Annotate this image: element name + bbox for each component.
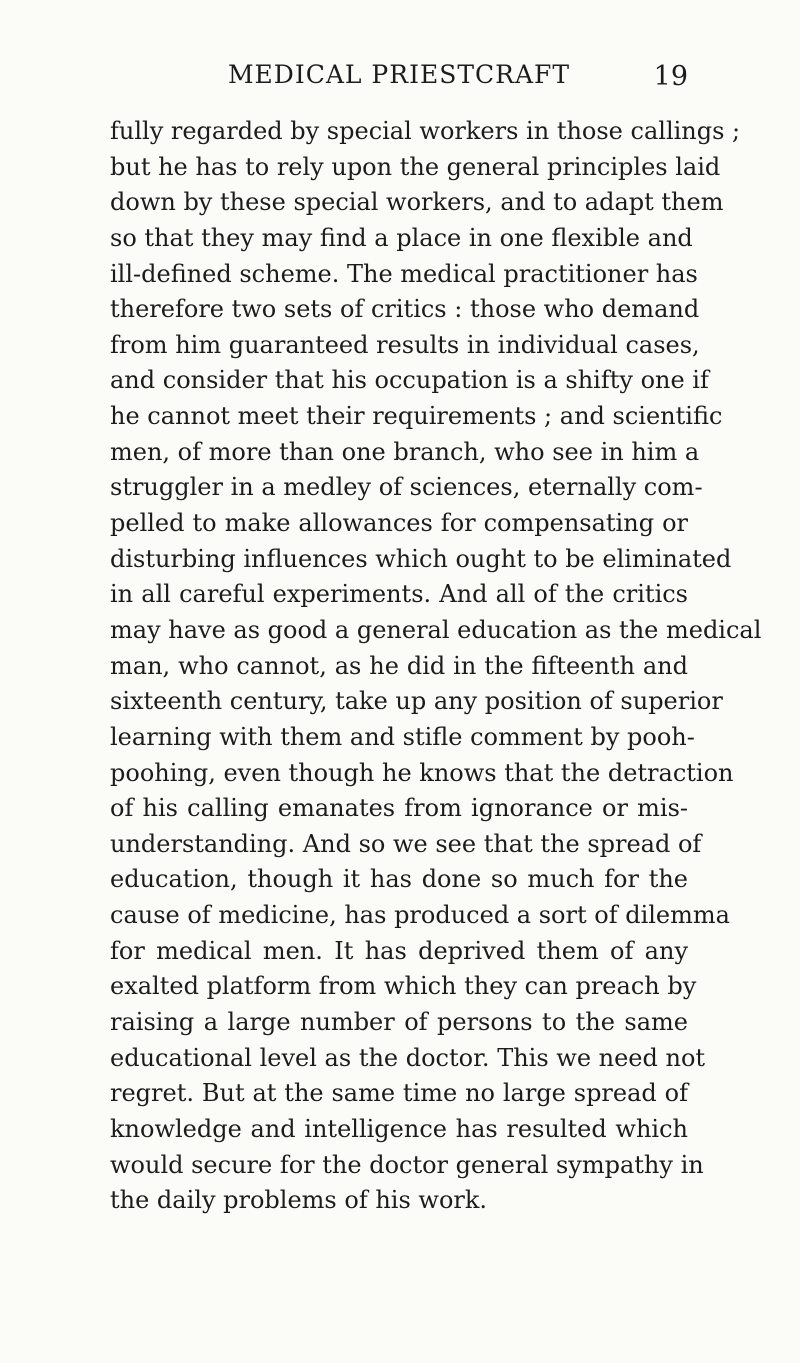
text-line: ill-defined scheme. The medical practitioner has	[110, 259, 698, 288]
text-line: understanding. And so we see that the spread of	[110, 829, 702, 858]
text-line: knowledge and intelligence has resulted which	[110, 1114, 688, 1143]
page-number: 19	[653, 61, 688, 92]
text-line: disturbing influences which ought to be eliminated	[110, 544, 732, 573]
text-line: of his calling emanates from ignorance or mis-	[110, 794, 688, 823]
text-line: would secure for the doctor general sympathy in	[110, 1150, 704, 1179]
text-line: in all careful experiments. And all of the critics	[110, 580, 688, 609]
text-line: exalted platform from which they can preach by	[110, 972, 697, 1001]
text-line: pelled to make allowances for compensating or	[110, 509, 688, 538]
text-line: educational level as the doctor. This we need not	[110, 1043, 706, 1072]
text-line: down by these special workers, and to adapt them	[110, 188, 724, 217]
text-line: men, of more than one branch, who see in him a	[110, 437, 700, 466]
text-line: learning with them and stifle comment by pooh-	[110, 722, 695, 751]
body-paragraph	[110, 114, 762, 1219]
page-header	[110, 58, 688, 98]
text-line: regret. But at the same time no large spread of	[110, 1079, 688, 1108]
text-line: he cannot meet their requirements ; and scientific	[110, 402, 723, 431]
text-line-last: the daily problems of his work.	[110, 1186, 488, 1215]
text-line: poohing, even though he knows that the detraction	[110, 758, 734, 787]
text-line: for medical men. It has deprived them of any	[110, 936, 688, 965]
text-line: therefore two sets of critics : those who demand	[110, 295, 700, 324]
running-head-title: MEDICAL PRIESTCRAFT	[227, 60, 571, 89]
text-line: sixteenth century, take up any position of superior	[110, 687, 723, 716]
text-line: and consider that his occupation is a shifty one if	[110, 366, 709, 395]
text-line: from him guaranteed results in individual cases,	[110, 330, 700, 359]
text-line: may have as good a general education as the medical	[110, 615, 762, 644]
text-line: so that they may find a place in one flexible and	[110, 223, 693, 252]
text-line: raising a large number of persons to the same	[110, 1008, 688, 1037]
text-line: but he has to rely upon the general principles laid	[110, 152, 721, 181]
text-line: cause of medicine, has produced a sort of dilemma	[110, 901, 730, 930]
text-line: man, who cannot, as he did in the fifteenth and	[110, 651, 688, 680]
text-line: fully regarded by special workers in those callings ;	[110, 117, 741, 145]
text-line: education, though it has done so much for the	[110, 865, 688, 894]
text-line: struggler in a medley of sciences, eternally com-	[110, 473, 703, 502]
